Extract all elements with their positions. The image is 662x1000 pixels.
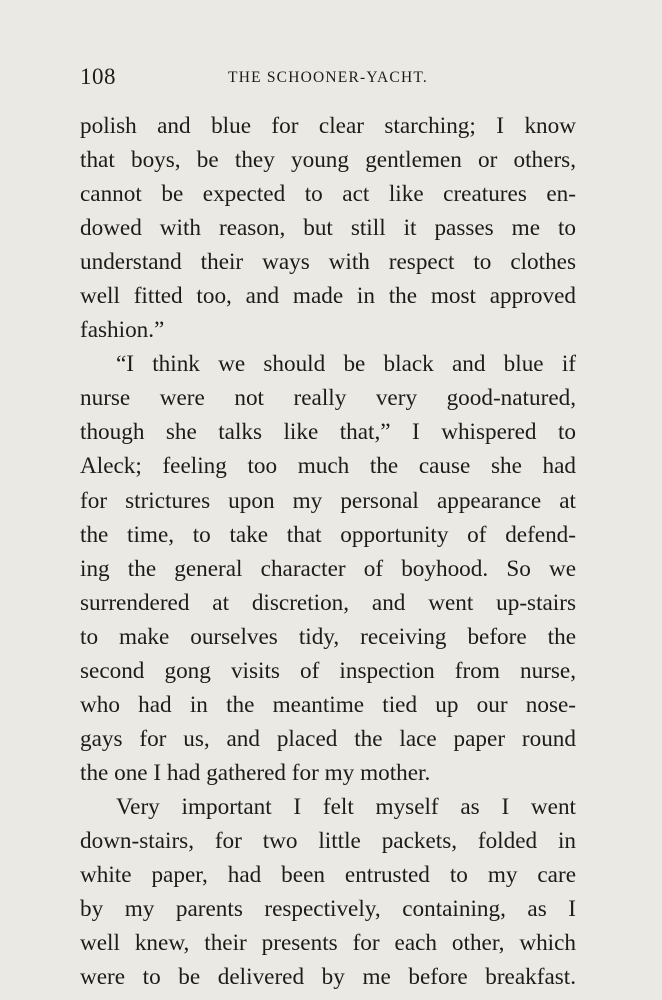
text-line: gays for us, and placed the lace paper round [80, 725, 576, 752]
text-line: though she talks like that,” I whispered to [80, 419, 576, 446]
text-line: understand their ways with respect to clothes [80, 249, 576, 276]
running-title: THE SCHOONER-YACHT. [228, 69, 428, 86]
text-line: down-stairs, for two little packets, folded in [80, 827, 576, 854]
text-line: Aleck; feeling too much the cause she had [80, 453, 576, 480]
text-line: to make ourselves tidy, receiving before the [80, 623, 576, 650]
text-line: nurse were not really very good-natured, [80, 385, 576, 412]
text-line: for strictures upon my personal appearance at [80, 487, 576, 514]
text-line: the time, to take that opportunity of defend- [80, 521, 576, 548]
text-line: well fitted too, and made in the most approved [80, 283, 576, 310]
text-line: cannot be expected to act like creatures en- [80, 181, 576, 208]
text-line: Very important I felt myself as I went [116, 793, 576, 820]
text-line: well knew, their presents for each other, which [80, 930, 576, 957]
text-line: the one I had gathered for my mother. [80, 759, 431, 786]
text-line: dowed with reason, but still it passes me to [80, 215, 576, 242]
text-line: surrendered at discretion, and went up-stairs [80, 589, 576, 616]
text-line: who had in the meantime tied up our nose- [80, 691, 576, 718]
text-line: fashion.” [80, 317, 165, 344]
text-line: by my parents respectively, containing, as I [80, 896, 576, 923]
text-line: second gong visits of inspection from nurse, [80, 657, 576, 684]
text-line: polish and blue for clear starching; I know [80, 113, 576, 139]
text-line: ing the general character of boyhood. So we [80, 555, 576, 582]
text-line: white paper, had been entrusted to my care [80, 862, 576, 889]
text-line: were to be delivered by me before breakfast. [80, 964, 576, 991]
text-line: “I think we should be black and blue if [116, 351, 576, 378]
body-text [80, 109, 576, 994]
page-header [80, 64, 576, 94]
page-number: 108 [80, 64, 116, 89]
text-line: that boys, be they young gentlemen or others, [80, 147, 576, 174]
